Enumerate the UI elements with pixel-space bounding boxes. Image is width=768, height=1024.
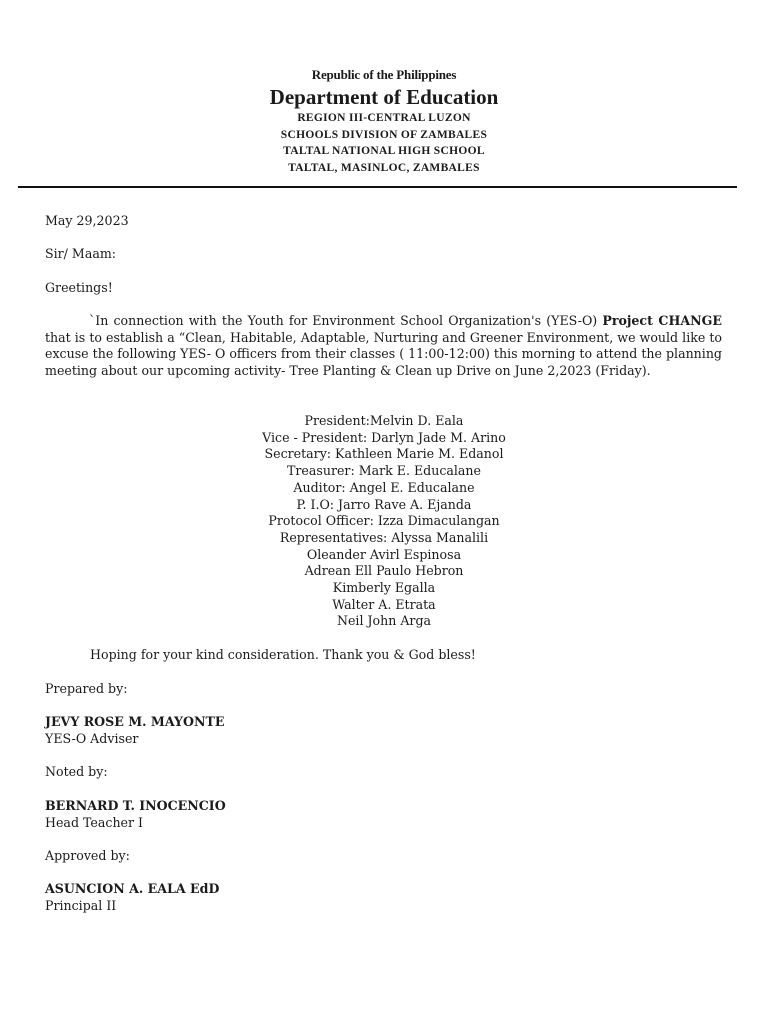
officer-line: Protocol Officer: Izza Dimaculangan [268, 513, 500, 529]
officer-line: Treasurer: Mark E. Educalane [287, 463, 481, 479]
republic-line: Republic of the Philippines [311, 67, 457, 82]
address-line: TALTAL, MASINLOC, ZAMBALES [288, 161, 480, 174]
noted-by-title: Head Teacher I [45, 815, 144, 830]
officer-line: Neil John Arga [336, 613, 432, 629]
noted-by-name: BERNARD T. INOCENCIO [45, 798, 226, 813]
noted-by-label: Noted by: [45, 764, 108, 779]
salutation: Sir/ Maam: [45, 246, 117, 261]
officer-line: Walter A. Etrata [332, 596, 436, 612]
officer-line: Oleander Avirl Espinosa [306, 546, 462, 562]
greeting: Greetings! [45, 280, 113, 295]
officer-line: Secretary: Kathleen Marie M. Edanol [264, 446, 504, 462]
school-line: TALTAL NATIONAL HIGH SCHOOL [283, 145, 485, 157]
project-name: Project CHANGE [602, 313, 722, 328]
approved-by-name: ASUNCION A. EALA EdD [45, 881, 220, 896]
officer-line: Representatives: Alyssa Manalili [279, 529, 489, 545]
approved-by-label: Approved by: [45, 848, 130, 863]
body-text-part-2: that is to establish a “Clean, Habitable, Adaptable, Nurturing and Greener Environment, we would like to excuse the following YES- O officers from their classes ( 11:00-12:00) this morning to attend the planning meeting about our upcoming activity- Tree Planting & Clean up Drive on June 2,2023 (Friday). [45, 329, 722, 379]
officer-line: Auditor: Angel E. Educalane [293, 479, 475, 495]
prepared-by-label: Prepared by: [45, 681, 128, 696]
letterhead [0, 66, 768, 176]
officers-list [0, 413, 768, 630]
region-line: REGION III-CENTRAL LUZON [297, 112, 471, 124]
letter-date: May 29,2023 [45, 213, 129, 228]
body-paragraph [45, 313, 722, 380]
prepared-by-title: YES-O Adviser [45, 731, 139, 746]
officer-line: P. I.O: Jarro Rave A. Ejanda [296, 496, 472, 512]
prepared-by-name: JEVY ROSE M. MAYONTE [45, 714, 225, 729]
division-line: SCHOOLS DIVISION OF ZAMBALES [280, 128, 488, 141]
officer-line: President:Melvin D. Eala [304, 413, 464, 428]
approved-by-title: Principal II [45, 898, 117, 913]
header-divider [18, 186, 737, 188]
officer-line: Kimberly Egalla [332, 580, 436, 596]
closing-line: Hoping for your kind consideration. Thank you & God bless! [90, 647, 476, 662]
body-text-part-1: `In connection with the Youth for Environment School Organization's (YES-O) [89, 313, 603, 328]
officer-line: Adrean Ell Paulo Hebron [304, 563, 464, 579]
department-title: Department of Education [269, 85, 499, 109]
officer-line: Vice - President: Darlyn Jade M. Arino [262, 429, 506, 445]
